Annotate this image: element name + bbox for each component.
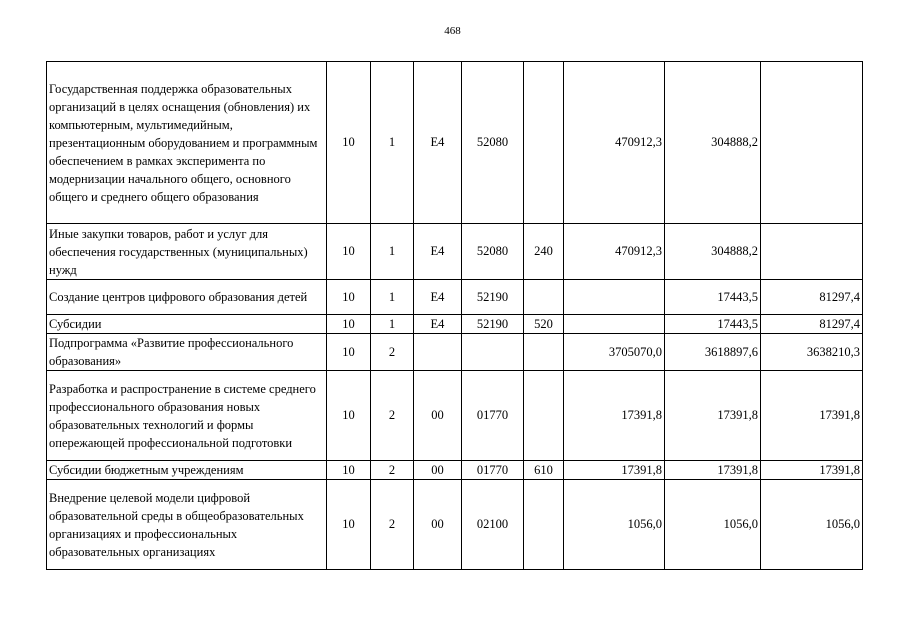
expense-type-code: 610 <box>524 461 564 480</box>
row-name: Разработка и распространение в системе среднего профессионального образования новых образовательных технологий и формы опережающей профессиональной подготовки <box>47 371 327 461</box>
row-name: Субсидии бюджетным учреждениям <box>47 461 327 480</box>
row-name: Создание центров цифрового образования детей <box>47 280 327 315</box>
program-code <box>414 334 462 371</box>
expense-type-code: 520 <box>524 315 564 334</box>
subsection-code: 1 <box>371 280 414 315</box>
direction-code: 01770 <box>462 371 524 461</box>
direction-code: 52080 <box>462 224 524 280</box>
table-row <box>47 480 863 570</box>
section-code: 10 <box>327 315 371 334</box>
sum-year-3: 81297,4 <box>761 315 863 334</box>
sum-year-3: 1056,0 <box>761 480 863 570</box>
direction-code: 52190 <box>462 280 524 315</box>
expense-type-code: 240 <box>524 224 564 280</box>
sum-year-2: 304888,2 <box>665 224 761 280</box>
direction-code: 52080 <box>462 62 524 224</box>
table-row <box>47 224 863 280</box>
subsection-code: 2 <box>371 461 414 480</box>
expense-type-code <box>524 480 564 570</box>
sum-year-1 <box>564 315 665 334</box>
expense-type-code <box>524 371 564 461</box>
section-code: 10 <box>327 371 371 461</box>
subsection-code: 2 <box>371 480 414 570</box>
sum-year-1: 3705070,0 <box>564 334 665 371</box>
section-code: 10 <box>327 224 371 280</box>
sum-year-1 <box>564 280 665 315</box>
table-row <box>47 371 863 461</box>
program-code: 00 <box>414 371 462 461</box>
program-code: Е4 <box>414 280 462 315</box>
sum-year-2: 3618897,6 <box>665 334 761 371</box>
subsection-code: 1 <box>371 62 414 224</box>
sum-year-2: 17391,8 <box>665 461 761 480</box>
sum-year-2: 1056,0 <box>665 480 761 570</box>
program-code: 00 <box>414 480 462 570</box>
expense-type-code <box>524 280 564 315</box>
section-code: 10 <box>327 280 371 315</box>
subsection-code: 2 <box>371 371 414 461</box>
table-row <box>47 315 863 334</box>
sum-year-3 <box>761 224 863 280</box>
sum-year-2: 17443,5 <box>665 315 761 334</box>
sum-year-2: 17443,5 <box>665 280 761 315</box>
row-name: Иные закупки товаров, работ и услуг для обеспечения государственных (муниципальных) нужд <box>47 224 327 280</box>
section-code: 10 <box>327 461 371 480</box>
sum-year-2: 304888,2 <box>665 62 761 224</box>
sum-year-1: 17391,8 <box>564 461 665 480</box>
budget-table <box>46 61 863 570</box>
direction-code: 01770 <box>462 461 524 480</box>
row-name: Субсидии <box>47 315 327 334</box>
sum-year-3 <box>761 62 863 224</box>
table-row <box>47 62 863 224</box>
section-code: 10 <box>327 480 371 570</box>
table-row <box>47 334 863 371</box>
sum-year-3: 17391,8 <box>761 371 863 461</box>
section-code: 10 <box>327 62 371 224</box>
expense-type-code <box>524 334 564 371</box>
subsection-code: 1 <box>371 315 414 334</box>
expense-type-code <box>524 62 564 224</box>
page-number: 468 <box>444 25 461 37</box>
sum-year-3: 81297,4 <box>761 280 863 315</box>
sum-year-1: 470912,3 <box>564 62 665 224</box>
subsection-code: 1 <box>371 224 414 280</box>
row-name: Государственная поддержка образовательных организаций в целях оснащения (обновления) их компьютерным, мультимедийным, презентационным оборудованием и программным обеспечением в рамках эксперимента по модернизации начального общего, основного общего и среднего общего образования <box>47 62 327 224</box>
direction-code <box>462 334 524 371</box>
sum-year-3: 3638210,3 <box>761 334 863 371</box>
sum-year-2: 17391,8 <box>665 371 761 461</box>
sum-year-3: 17391,8 <box>761 461 863 480</box>
direction-code: 52190 <box>462 315 524 334</box>
sum-year-1: 17391,8 <box>564 371 665 461</box>
direction-code: 02100 <box>462 480 524 570</box>
row-name: Внедрение целевой модели цифровой образовательной среды в общеобразовательных организациях и профессиональных образовательных организациях <box>47 480 327 570</box>
sum-year-1: 1056,0 <box>564 480 665 570</box>
program-code: Е4 <box>414 315 462 334</box>
program-code: Е4 <box>414 62 462 224</box>
subsection-code: 2 <box>371 334 414 371</box>
program-code: Е4 <box>414 224 462 280</box>
section-code: 10 <box>327 334 371 371</box>
table-row <box>47 280 863 315</box>
table-row <box>47 461 863 480</box>
program-code: 00 <box>414 461 462 480</box>
row-name: Подпрограмма «Развитие профессионального образования» <box>47 334 327 371</box>
sum-year-1: 470912,3 <box>564 224 665 280</box>
